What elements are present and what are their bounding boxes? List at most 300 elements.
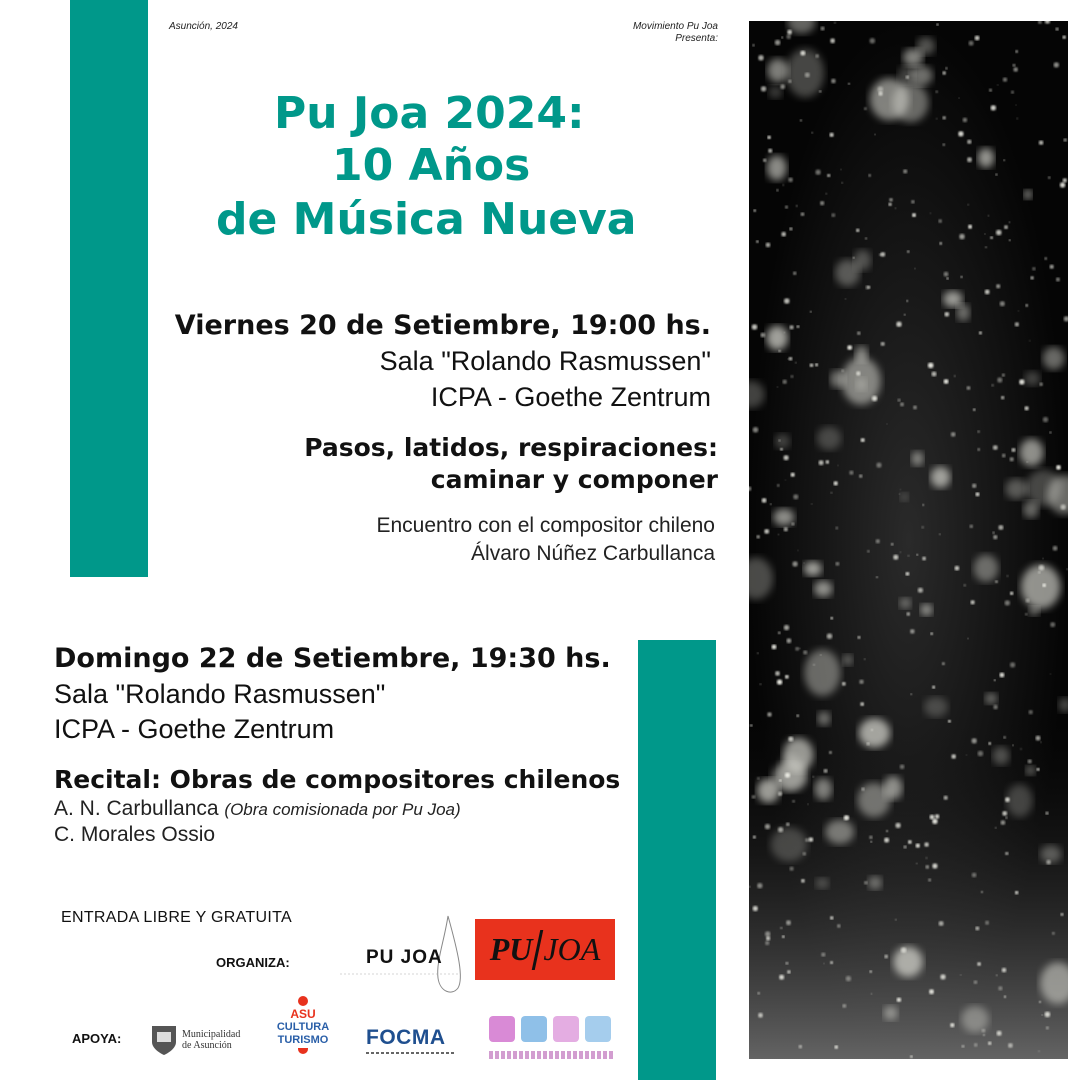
snow-flake-blur: [825, 820, 854, 844]
snow-flake: [901, 947, 907, 953]
snow-flake: [803, 562, 804, 563]
snow-flake: [959, 234, 965, 240]
snow-flake: [840, 169, 841, 170]
pujoa-logo-white: [340, 912, 466, 998]
snow-flake: [1045, 1012, 1051, 1018]
snow-flake-blur: [1007, 784, 1033, 817]
snow-flake: [993, 705, 997, 709]
event1-subtitle-line-1: Pasos, latidos, respiraciones:: [304, 433, 718, 462]
snow-flake: [831, 213, 835, 217]
snow-flake-blur: [771, 827, 808, 861]
snow-flake: [792, 561, 797, 566]
snow-flake-blur: [816, 878, 829, 889]
snow-flake: [961, 276, 963, 278]
snow-flake: [1011, 91, 1014, 94]
snow-flake: [1056, 278, 1060, 282]
composer-1-name: A. N. Carbullanca: [54, 797, 219, 820]
snow-flake: [790, 867, 794, 871]
snow-flake: [1005, 817, 1007, 819]
snow-flake: [775, 40, 781, 46]
snow-flake: [996, 975, 998, 977]
snow-flake: [1003, 736, 1006, 739]
snow-flake: [904, 314, 906, 316]
snow-flake-blur: [974, 555, 999, 582]
snow-flake-blur: [1043, 347, 1065, 370]
snow-flake: [910, 1055, 913, 1058]
snow-flake: [1038, 571, 1040, 573]
snow-flake: [1032, 267, 1035, 270]
snow-flake: [944, 796, 948, 800]
snow-flake: [864, 881, 867, 884]
snow-flake: [978, 751, 984, 757]
snow-flake: [1013, 67, 1018, 72]
snow-flake: [985, 290, 990, 295]
snow-flake: [930, 213, 931, 214]
snow-flake: [790, 325, 794, 329]
snow-flake: [995, 827, 997, 829]
snow-flake: [1025, 406, 1029, 410]
snow-flake-blur: [921, 604, 933, 616]
snow-flake: [944, 272, 949, 277]
snow-flake: [762, 498, 767, 503]
snow-flake: [821, 953, 825, 957]
snow-flake: [977, 430, 979, 432]
snow-flake: [940, 974, 945, 979]
snow-flake-blur: [817, 427, 841, 450]
snow-flake: [879, 92, 883, 96]
snow-flake: [876, 576, 878, 578]
snow-flake: [795, 362, 797, 364]
pujoa-red-joa: JOA: [543, 931, 601, 967]
snow-flake: [1063, 178, 1067, 182]
snow-flake: [1053, 546, 1058, 551]
snow-flake: [939, 242, 942, 245]
pujoa-logo-red: [475, 919, 615, 980]
snow-flake: [984, 233, 985, 234]
event2-date: Domingo 22 de Setiembre, 19:30 hs.: [54, 643, 611, 674]
snow-flake: [842, 1004, 846, 1008]
snow-flake: [997, 377, 1002, 382]
snow-flake: [780, 448, 783, 451]
snow-flake: [1063, 36, 1066, 39]
snow-flake: [789, 227, 792, 230]
pujoa-logo-text: PU JOA: [366, 947, 443, 968]
apoya-label: APOYA:: [72, 1031, 122, 1046]
snow-flake: [998, 986, 1002, 990]
snow-flake: [870, 970, 872, 972]
snow-flake: [907, 612, 910, 615]
snow-flake: [970, 525, 973, 528]
asu-icon-bottom: [298, 1048, 308, 1054]
snow-flake: [964, 584, 966, 586]
snow-flake: [928, 363, 934, 369]
event2-composer-1: [54, 795, 461, 824]
snow-flake: [821, 27, 825, 31]
event1-date: Viernes 20 de Setiembre, 19:00 hs.: [174, 310, 711, 341]
snow-flake: [904, 846, 907, 849]
snow-flake: [780, 84, 785, 89]
snow-flake-blur: [910, 66, 933, 86]
snow-flake: [1015, 322, 1019, 326]
snow-flake: [899, 494, 900, 495]
snow-flake-blur: [859, 718, 891, 747]
snow-flake: [1042, 1014, 1044, 1016]
snow-flake: [991, 384, 993, 386]
snow-flake: [795, 647, 799, 651]
snow-flake: [914, 268, 915, 269]
snow-flake: [772, 645, 777, 650]
snow-flake: [861, 438, 865, 442]
snow-flake: [962, 1045, 965, 1048]
snow-flake: [928, 879, 931, 882]
snow-flake: [975, 927, 979, 931]
snow-flake: [916, 863, 917, 864]
snow-flake-blur: [1021, 565, 1061, 609]
snow-flake: [846, 976, 851, 981]
snow-flake: [776, 189, 778, 191]
snow-flake: [800, 51, 805, 56]
snow-flake: [778, 534, 779, 535]
pujoa-red-pu: PU: [489, 931, 533, 967]
snow-flake: [827, 633, 833, 639]
snow-flake: [765, 931, 770, 936]
snow-flake: [819, 90, 821, 92]
focma-text: FOCMA: [366, 1026, 446, 1049]
snow-flake-blur: [1029, 606, 1040, 615]
snow-flake: [1007, 575, 1009, 577]
snow-flake-blur: [767, 155, 787, 180]
snow-flake: [784, 332, 785, 333]
snow-flake: [753, 836, 756, 839]
snow-flake: [913, 406, 917, 410]
snow-flake-blur: [884, 1006, 898, 1020]
snow-flake: [897, 998, 901, 1002]
snow-flake: [761, 86, 766, 91]
snow-flake: [991, 105, 996, 110]
snow-image: [749, 21, 1068, 1059]
snow-flake: [955, 566, 960, 571]
snow-flake: [911, 693, 913, 695]
snow-flake: [1045, 257, 1048, 260]
snow-flake: [989, 89, 992, 92]
snow-flake: [1049, 431, 1051, 433]
snow-flake: [985, 921, 989, 925]
snow-flake: [1010, 592, 1013, 595]
teal-bar-top-left: [70, 0, 148, 577]
event1-desc-line-1: Encuentro con el compositor chileno: [376, 514, 715, 537]
snow-flake: [1037, 768, 1040, 771]
snow-flake: [1016, 105, 1017, 106]
snow-flake: [954, 375, 956, 377]
icpa-caption: [489, 1051, 615, 1059]
snow-flake: [758, 1013, 763, 1018]
snow-flake: [1015, 50, 1018, 53]
snow-flake: [1050, 622, 1055, 627]
organiza-label: ORGANIZA:: [216, 955, 290, 970]
event2-subtitle: Recital: Obras de compositores chilenos: [54, 765, 621, 794]
snow-flake: [785, 206, 788, 209]
snow-flake: [820, 654, 821, 655]
snow-flake: [871, 993, 873, 995]
snow-flake: [924, 842, 928, 846]
snow-flake: [859, 475, 862, 478]
snow-flake: [780, 927, 782, 929]
snow-flake-blur: [900, 598, 912, 609]
snow-flake: [939, 534, 941, 536]
snow-flake: [1050, 265, 1054, 269]
muni-line-2: de Asunción: [182, 1040, 232, 1051]
snow-flake: [796, 714, 799, 717]
snow-flake: [859, 680, 863, 684]
snow-flake: [1003, 78, 1007, 82]
snow-flake: [770, 503, 772, 505]
snow-flake: [898, 399, 901, 402]
snow-flake: [750, 724, 752, 726]
snow-flake: [826, 460, 829, 463]
snow-flake: [842, 682, 846, 686]
asu-cultura-logo: [264, 996, 342, 1062]
snow-flake: [848, 83, 850, 85]
snow-flake: [1056, 465, 1061, 470]
snow-flake: [787, 30, 792, 35]
snow-flake: [1001, 820, 1006, 825]
snow-flake: [787, 970, 790, 973]
snow-flake: [1012, 745, 1014, 747]
snow-flake: [853, 257, 855, 259]
snow-flake: [1016, 118, 1018, 120]
snow-flake: [900, 551, 902, 553]
event1-subtitle-line-2: caminar y componer: [430, 465, 718, 494]
snow-flake: [864, 107, 867, 110]
snow-flake: [906, 76, 909, 79]
snow-flake: [922, 526, 924, 528]
snow-flake: [929, 989, 934, 994]
snow-flake: [895, 208, 897, 210]
snow-flake-blur: [1024, 190, 1032, 200]
snow-flake: [837, 924, 840, 927]
snow-flake: [995, 174, 997, 176]
snow-flake-blur: [804, 561, 822, 576]
snow-flake: [830, 916, 833, 919]
snow-flake: [936, 24, 938, 26]
snow-flake: [900, 765, 905, 770]
snow-flake: [788, 178, 793, 183]
snow-flake: [939, 921, 944, 926]
snow-flake: [1005, 600, 1010, 605]
snow-flake: [900, 403, 904, 407]
snow-flake: [844, 815, 849, 820]
snow-flake-blur: [1024, 371, 1040, 386]
snow-flake-blur: [893, 947, 923, 978]
snow-flake: [864, 658, 866, 660]
snow-flake-blur: [767, 58, 788, 82]
snow-flake: [996, 230, 1002, 236]
snow-flake: [1004, 996, 1006, 998]
snow-flake: [993, 535, 997, 539]
snow-flake: [981, 891, 983, 893]
snow-flake: [1043, 417, 1048, 422]
snow-flake: [932, 686, 935, 689]
snow-flake: [767, 136, 770, 139]
snow-flake: [884, 955, 888, 959]
composer-1-note: (Obra comisionada por Pu Joa): [224, 800, 461, 819]
snow-flake: [932, 863, 937, 868]
snow-flake: [1036, 736, 1041, 741]
snow-flake: [988, 742, 991, 745]
title-line-1: Pu Joa 2024:: [274, 88, 585, 139]
snow-flake: [998, 525, 1003, 530]
snow-flake: [807, 804, 808, 805]
snow-flake: [792, 523, 795, 526]
snow-flake: [830, 38, 835, 43]
place-year: Asunción, 2024: [169, 21, 238, 32]
snow-flake: [1005, 797, 1010, 802]
snow-flake: [967, 638, 968, 639]
snow-flake: [767, 712, 771, 716]
snow-flake: [876, 539, 880, 543]
snow-flake-blur: [943, 291, 963, 307]
snow-flake: [903, 169, 907, 173]
snow-flake: [977, 448, 980, 451]
snow-flake: [764, 529, 769, 534]
snow-flake: [777, 484, 780, 487]
snow-flake: [1039, 141, 1043, 145]
snow-flake-blur: [912, 451, 924, 466]
snow-flake: [836, 527, 839, 530]
snow-flake: [1050, 673, 1051, 674]
snow-flake: [997, 84, 998, 85]
snow-flake: [993, 445, 998, 450]
snow-flake: [868, 174, 871, 177]
snow-flake: [788, 80, 791, 83]
snow-flake: [895, 919, 897, 921]
snow-flake: [997, 1031, 1002, 1036]
snow-flake-blur: [931, 467, 951, 488]
snow-flake: [994, 679, 996, 681]
snow-flake-blur: [843, 654, 853, 665]
snow-flake: [793, 494, 798, 499]
snow-flake: [976, 492, 980, 496]
snow-flake: [1039, 565, 1045, 571]
event1-venue-line-1: Sala "Rolando Rasmussen": [379, 346, 711, 376]
snow-flake: [1002, 968, 1006, 972]
snow-flake: [1026, 599, 1030, 603]
snow-flake: [784, 625, 789, 630]
snow-flake: [835, 1045, 838, 1048]
snow-flake: [869, 836, 872, 839]
snow-flake: [813, 664, 815, 666]
snow-flake: [787, 358, 788, 359]
snow-flake-blur: [1020, 439, 1044, 467]
snow-flake: [967, 157, 972, 162]
snow-flake: [872, 396, 877, 401]
focma-logo: [366, 1026, 456, 1054]
snow-flake: [809, 837, 813, 841]
snow-flake: [870, 841, 872, 843]
snow-flake: [874, 134, 875, 135]
snow-flake: [950, 1023, 954, 1027]
snow-flake: [942, 662, 945, 665]
snow-flake: [786, 35, 791, 40]
snow-flake-blur: [957, 304, 970, 321]
snow-flake: [926, 857, 928, 859]
snow-flake: [1000, 673, 1005, 678]
snow-flake: [1010, 457, 1014, 461]
snow-flake: [831, 79, 836, 84]
snow-flake: [1008, 1043, 1013, 1048]
snow-flake: [1064, 138, 1067, 141]
snow-flake: [876, 463, 881, 468]
snow-flake: [1028, 759, 1032, 763]
snow-flake: [803, 650, 807, 654]
snow-flake-blur: [766, 326, 788, 351]
snow-flake: [779, 440, 781, 442]
snow-flake: [756, 240, 758, 242]
snow-flake: [1015, 891, 1018, 894]
snow-flake: [811, 132, 813, 134]
snow-flake: [827, 174, 830, 177]
snow-flake: [930, 815, 935, 820]
snow-flake: [754, 209, 756, 211]
snow-flake: [849, 471, 853, 475]
snow-flake: [951, 754, 956, 759]
snow-flake: [1004, 225, 1008, 229]
snow-flake: [945, 67, 947, 69]
snow-flake: [826, 193, 828, 195]
snow-flake: [797, 325, 800, 328]
snow-flake: [1029, 710, 1033, 714]
snow-flake: [1060, 182, 1065, 187]
snow-flake: [1002, 374, 1005, 377]
snow-flake: [943, 144, 945, 146]
snow-flake: [1039, 1001, 1041, 1003]
snow-flake: [766, 936, 770, 940]
snow-flake: [1046, 860, 1051, 865]
snow-flake: [779, 975, 784, 980]
event1-desc-line-2: Álvaro Núñez Carbullanca: [471, 542, 715, 565]
snow-flake: [841, 370, 844, 373]
snow-flake: [784, 298, 790, 304]
snow-flake: [801, 213, 804, 216]
snow-flake: [936, 118, 938, 120]
snow-flake: [815, 170, 820, 175]
snow-flake: [796, 205, 798, 207]
snow-flake: [1043, 558, 1044, 559]
snow-flake: [856, 371, 860, 375]
entry-notice: ENTRADA LIBRE Y GRATUITA: [61, 909, 292, 926]
snow-flake: [966, 755, 967, 756]
snow-flake: [792, 800, 795, 803]
snow-flake: [810, 311, 812, 313]
snow-flake: [799, 1045, 802, 1048]
snow-flake: [1001, 396, 1004, 399]
snow-flake: [786, 823, 790, 827]
asu-icon-top: [298, 996, 308, 1006]
snow-flake-blur: [924, 697, 948, 717]
snow-flake: [1009, 222, 1011, 224]
snow-flake: [871, 729, 873, 731]
snow-flake: [1046, 812, 1049, 815]
snow-flake: [886, 423, 887, 424]
snow-flake: [857, 332, 860, 335]
snow-flake: [856, 229, 859, 232]
snow-flake: [778, 792, 782, 796]
snow-flake: [922, 557, 926, 561]
snow-flake: [1025, 613, 1027, 615]
snow-flake: [1000, 301, 1005, 306]
snow-flake: [886, 830, 888, 832]
snow-flake: [906, 572, 910, 576]
